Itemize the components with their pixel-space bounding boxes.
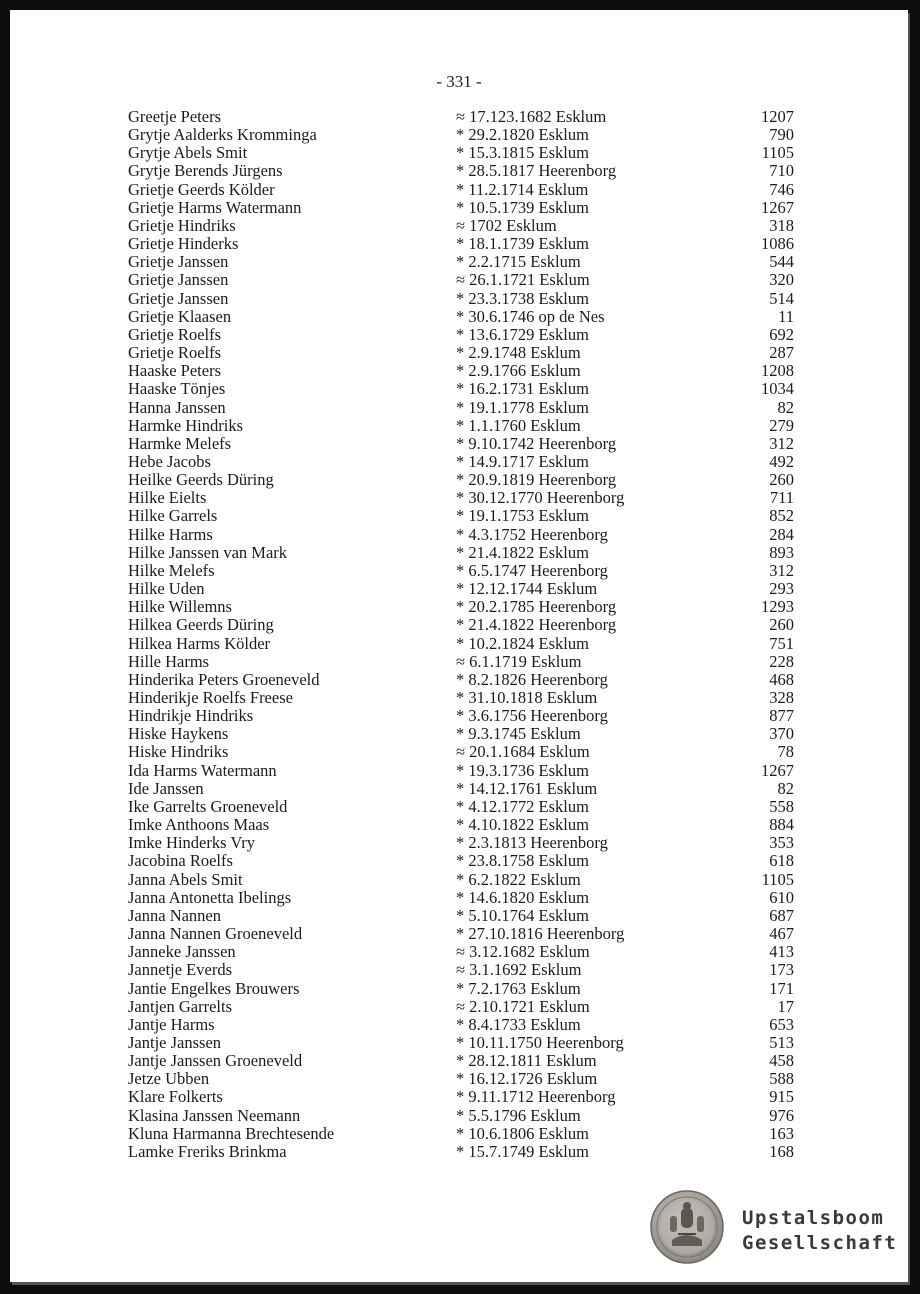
entry-date: * 12.12.1744 Esklum: [456, 579, 598, 599]
entry-date: * 9.3.1745 Esklum: [456, 724, 581, 744]
list-item: [128, 762, 796, 780]
list-item: [128, 816, 796, 834]
entry-list: [128, 108, 796, 1161]
entry-name: Grytje Aalderks Kromminga: [128, 125, 317, 145]
entry-ref: 284: [769, 524, 794, 544]
entry-name: Jantje Janssen: [128, 1032, 222, 1052]
society-name-line2: Gesellschaft: [742, 1232, 898, 1254]
list-item: [128, 144, 796, 162]
entry-date: * 10.2.1824 Esklum: [456, 633, 589, 653]
entry-ref: 653: [769, 1014, 794, 1034]
entry-ref: 544: [769, 252, 794, 272]
list-item: [128, 1088, 796, 1106]
list-item: [128, 453, 796, 471]
entry-name: Hindrikje Hindriks: [128, 706, 254, 726]
entry-name: Ide Janssen: [128, 778, 204, 798]
entry-date: * 10.11.1750 Heerenborg: [456, 1032, 624, 1052]
entry-date: * 2.9.1748 Esklum: [456, 343, 581, 363]
entry-date: * 14.12.1761 Esklum: [456, 778, 598, 798]
entry-ref: 588: [769, 1069, 794, 1089]
list-item: [128, 271, 796, 289]
list-item: [128, 798, 796, 816]
entry-name: Hilke Uden: [128, 579, 205, 599]
entry-ref: 513: [769, 1032, 794, 1052]
entry-date: ≈ 6.1.1719 Esklum: [456, 651, 582, 671]
entry-ref: 82: [777, 778, 794, 798]
entry-date: * 27.10.1816 Heerenborg: [456, 924, 625, 944]
entry-name: Hebe Jacobs: [128, 451, 211, 471]
entry-date: * 14.6.1820 Esklum: [456, 887, 589, 907]
list-item: [128, 380, 796, 398]
entry-ref: 746: [769, 179, 794, 199]
entry-name: Harmke Hindriks: [128, 415, 244, 435]
entry-date: * 30.6.1746 op de Nes: [456, 306, 605, 326]
entry-ref: 1267: [761, 197, 794, 217]
list-item: [128, 780, 796, 798]
entry-ref: 790: [769, 125, 794, 145]
list-item: [128, 980, 796, 998]
entry-name: Hilkea Harms Kölder: [128, 633, 271, 653]
entry-date: * 6.2.1822 Esklum: [456, 869, 581, 889]
entry-date: * 20.2.1785 Heerenborg: [456, 597, 617, 617]
entry-ref: 312: [769, 433, 794, 453]
entry-date: * 23.3.1738 Esklum: [456, 288, 589, 308]
entry-name: Grietje Janssen: [128, 288, 229, 308]
entry-ref: 893: [769, 542, 794, 562]
list-item: [128, 1107, 796, 1125]
entry-name: Grietje Janssen: [128, 252, 229, 272]
entry-ref: 260: [769, 615, 794, 635]
entry-ref: 312: [769, 560, 794, 580]
entry-name: Imke Anthoons Maas: [128, 815, 270, 835]
entry-date: * 4.10.1822 Esklum: [456, 815, 589, 835]
list-item: [128, 417, 796, 435]
entry-name: Grietje Hinderks: [128, 234, 239, 254]
entry-name: Jacobina Roelfs: [128, 851, 233, 871]
list-item: [128, 725, 796, 743]
list-item: [128, 1016, 796, 1034]
entry-date: ≈ 17.123.1682 Esklum: [456, 107, 607, 126]
entry-date: * 15.3.1815 Esklum: [456, 143, 589, 163]
entry-date: * 3.6.1756 Heerenborg: [456, 706, 608, 726]
entry-ref: 1207: [761, 107, 794, 126]
entry-ref: 492: [769, 451, 794, 471]
entry-date: ≈ 3.12.1682 Esklum: [456, 942, 590, 962]
list-item: [128, 998, 796, 1016]
entry-name: Haaske Tönjes: [128, 379, 226, 399]
entry-ref: 17: [777, 996, 794, 1016]
entry-date: * 8.2.1826 Heerenborg: [456, 669, 608, 689]
entry-name: Grietje Roelfs: [128, 343, 222, 363]
entry-name: Jetze Ubben: [128, 1069, 210, 1089]
entry-ref: 279: [769, 415, 794, 435]
list-item: [128, 290, 796, 308]
entry-ref: 1267: [761, 760, 794, 780]
entry-ref: 173: [769, 960, 794, 980]
entry-name: Janna Nannen Groeneveld: [128, 924, 303, 944]
entry-ref: 618: [769, 851, 794, 871]
entry-date: * 5.5.1796 Esklum: [456, 1105, 581, 1125]
entry-date: ≈ 20.1.1684 Esklum: [456, 742, 590, 762]
list-item: [128, 362, 796, 380]
entry-date: * 29.2.1820 Esklum: [456, 125, 589, 145]
entry-date: * 10.6.1806 Esklum: [456, 1123, 589, 1143]
entry-ref: 976: [769, 1105, 794, 1125]
list-item: [128, 308, 796, 326]
entry-ref: 171: [769, 978, 794, 998]
entry-ref: 168: [769, 1141, 794, 1161]
entry-name: Hiske Hindriks: [128, 742, 229, 762]
list-item: [128, 889, 796, 907]
entry-ref: 413: [769, 942, 794, 962]
entry-ref: 710: [769, 161, 794, 181]
entry-date: * 2.3.1813 Heerenborg: [456, 833, 608, 853]
list-item: [128, 1052, 796, 1070]
entry-name: Janna Nannen: [128, 905, 222, 925]
entry-name: Lamke Freriks Brinkma: [128, 1141, 287, 1161]
entry-name: Heilke Geerds Düring: [128, 470, 274, 490]
entry-ref: 1086: [761, 234, 794, 254]
list-item: [128, 907, 796, 925]
list-item: [128, 616, 796, 634]
list-item: [128, 471, 796, 489]
entry-date: * 15.7.1749 Esklum: [456, 1141, 589, 1161]
entry-ref: 318: [769, 215, 794, 235]
entry-ref: 260: [769, 470, 794, 490]
entry-name: Hilke Melefs: [128, 560, 215, 580]
entry-date: * 21.4.1822 Heerenborg: [456, 615, 617, 635]
entry-name: Imke Hinderks Vry: [128, 833, 256, 853]
list-item: [128, 326, 796, 344]
entry-ref: 467: [769, 924, 794, 944]
entry-date: * 9.11.1712 Heerenborg: [456, 1087, 616, 1107]
entry-name: Hinderikje Roelfs Freese: [128, 688, 293, 707]
entry-ref: 1293: [761, 597, 794, 617]
list-item: [128, 743, 796, 761]
entry-date: * 2.2.1715 Esklum: [456, 252, 581, 272]
entry-name: Hilke Harms: [128, 524, 213, 544]
entry-date: ≈ 3.1.1692 Esklum: [456, 960, 582, 980]
list-item: [128, 834, 796, 852]
entry-name: Kluna Harmanna Brechtesende: [128, 1123, 335, 1143]
page-number: - 331 -: [436, 72, 482, 91]
entry-date: * 28.12.1811 Esklum: [456, 1051, 597, 1071]
list-item: [128, 635, 796, 653]
entry-ref: 915: [769, 1087, 794, 1107]
entry-name: Jantje Harms: [128, 1014, 215, 1034]
entry-date: * 11.2.1714 Esklum: [456, 179, 589, 199]
list-item: [128, 435, 796, 453]
entry-date: * 4.12.1772 Esklum: [456, 796, 589, 816]
entry-name: Jannetje Everds: [128, 960, 233, 980]
entry-date: * 30.12.1770 Heerenborg: [456, 488, 625, 508]
entry-name: Klasina Janssen Neemann: [128, 1105, 301, 1125]
entry-ref: 852: [769, 506, 794, 526]
entry-ref: 293: [769, 579, 794, 599]
entry-ref: 320: [769, 270, 794, 290]
society-name-line1: Upstalsboom: [742, 1207, 885, 1229]
list-item: [128, 943, 796, 961]
entry-ref: 78: [777, 742, 794, 762]
entry-ref: 692: [769, 324, 794, 344]
entry-ref: 370: [769, 724, 794, 744]
entry-date: * 21.4.1822 Esklum: [456, 542, 589, 562]
list-item: [128, 580, 796, 598]
list-item: [128, 871, 796, 889]
list-item: [128, 961, 796, 979]
entry-name: Grietje Hindriks: [128, 215, 236, 235]
entry-ref: 877: [769, 706, 794, 726]
entry-name: Harmke Melefs: [128, 433, 232, 453]
list-item: [128, 217, 796, 235]
list-item: [128, 544, 796, 562]
list-item: [128, 253, 796, 271]
list-item: [128, 562, 796, 580]
list-item: [128, 489, 796, 507]
document-page: [10, 10, 908, 1282]
list-item: [128, 399, 796, 417]
entry-date: * 23.8.1758 Esklum: [456, 851, 589, 871]
list-item: [128, 181, 796, 199]
entry-ref: 558: [769, 796, 794, 816]
entry-name: Jantie Engelkes Brouwers: [128, 978, 300, 998]
entry-ref: 328: [769, 688, 794, 707]
entry-name: Grietje Harms Watermann: [128, 197, 302, 217]
entry-name: Grietje Roelfs: [128, 324, 222, 344]
entry-name: Hilke Janssen van Mark: [128, 542, 288, 562]
entry-ref: 1034: [761, 379, 794, 399]
list-item: [128, 1143, 796, 1161]
list-item: [128, 235, 796, 253]
list-item: [128, 925, 796, 943]
list-item: [128, 507, 796, 525]
entry-ref: 163: [769, 1123, 794, 1143]
entry-name: Hanna Janssen: [128, 397, 226, 417]
entry-ref: 1105: [761, 869, 794, 889]
list-item: [128, 344, 796, 362]
entry-date: * 4.3.1752 Heerenborg: [456, 524, 608, 544]
entry-ref: 514: [769, 288, 794, 308]
entry-name: Jantjen Garrelts: [128, 996, 233, 1016]
entry-name: Grietje Janssen: [128, 270, 229, 290]
entry-date: ≈ 1702 Esklum: [456, 215, 557, 235]
entry-date: * 16.12.1726 Esklum: [456, 1069, 598, 1089]
entry-ref: 1105: [761, 143, 794, 163]
entry-ref: 687: [769, 905, 794, 925]
entry-name: Haaske Peters: [128, 361, 222, 381]
entry-ref: 610: [769, 887, 794, 907]
entry-date: * 19.1.1778 Esklum: [456, 397, 589, 417]
entry-ref: 353: [769, 833, 794, 853]
entry-ref: 228: [769, 651, 794, 671]
entry-date: ≈ 2.10.1721 Esklum: [456, 996, 590, 1016]
list-item: [128, 852, 796, 870]
entry-name: Ida Harms Watermann: [128, 760, 277, 780]
entry-date: * 16.2.1731 Esklum: [456, 379, 589, 399]
entry-date: * 10.5.1739 Esklum: [456, 197, 589, 217]
entry-ref: 458: [769, 1051, 794, 1071]
entry-name: Klare Folkerts: [128, 1087, 223, 1107]
entry-date: * 5.10.1764 Esklum: [456, 905, 589, 925]
entry-ref: 884: [769, 815, 794, 835]
list-item: [128, 526, 796, 544]
entry-date: * 7.2.1763 Esklum: [456, 978, 581, 998]
entry-date: * 31.10.1818 Esklum: [456, 688, 598, 707]
entry-name: Greetje Peters: [128, 107, 221, 126]
entry-date: * 8.4.1733 Esklum: [456, 1014, 581, 1034]
entry-ref: 751: [769, 633, 794, 653]
entry-ref: 287: [769, 343, 794, 363]
entry-name: Jantje Janssen Groeneveld: [128, 1051, 303, 1071]
list-item: [128, 199, 796, 217]
entry-date: * 28.5.1817 Heerenborg: [456, 161, 617, 181]
entry-date: * 20.9.1819 Heerenborg: [456, 470, 617, 490]
entry-date: * 19.1.1753 Esklum: [456, 506, 589, 526]
list-item: [128, 653, 796, 671]
entry-name: Hinderika Peters Groeneveld: [128, 669, 320, 689]
entry-date: * 1.1.1760 Esklum: [456, 415, 581, 435]
entry-ref: 711: [769, 488, 794, 508]
entry-date: * 19.3.1736 Esklum: [456, 760, 589, 780]
entry-date: * 9.10.1742 Heerenborg: [456, 433, 617, 453]
entry-name: Hilke Willemns: [128, 597, 232, 617]
list-item: [128, 126, 796, 144]
entry-name: Hilke Eielts: [128, 488, 207, 508]
entry-name: Grytje Abels Smit: [128, 143, 248, 163]
list-item: [128, 689, 796, 707]
entry-ref: 82: [777, 397, 794, 417]
entry-name: Hille Harms: [128, 651, 210, 671]
entry-name: Ike Garrelts Groeneveld: [128, 796, 288, 816]
entry-name: Janna Antonetta Ibelings: [128, 887, 292, 907]
entry-name: Janna Abels Smit: [128, 869, 243, 889]
list-item: [128, 707, 796, 725]
list-item: [128, 1070, 796, 1088]
entry-date: * 14.9.1717 Esklum: [456, 451, 589, 471]
entry-date: ≈ 26.1.1721 Esklum: [456, 270, 590, 290]
list-item: [128, 1034, 796, 1052]
list-item: [128, 162, 796, 180]
entry-date: * 18.1.1739 Esklum: [456, 234, 589, 254]
entry-name: Hilke Garrels: [128, 506, 218, 526]
entry-ref: 1208: [761, 361, 794, 381]
entry-name: Grytje Berends Jürgens: [128, 161, 283, 181]
entry-name: Hilkea Geerds Düring: [128, 615, 274, 635]
seal-icon: [650, 1190, 724, 1264]
list-item: [128, 1125, 796, 1143]
entry-date: * 6.5.1747 Heerenborg: [456, 560, 608, 580]
society-name: [742, 1206, 897, 1256]
entry-name: Grietje Geerds Kölder: [128, 179, 275, 199]
entry-name: Janneke Janssen: [128, 942, 236, 962]
list-item: [128, 671, 796, 689]
entry-date: * 2.9.1766 Esklum: [456, 361, 581, 381]
entry-name: Grietje Klaasen: [128, 306, 232, 326]
entry-ref: 468: [769, 669, 794, 689]
entry-date: * 13.6.1729 Esklum: [456, 324, 589, 344]
entry-ref: 11: [778, 306, 794, 326]
entry-name: Hiske Haykens: [128, 724, 229, 744]
list-item: [128, 108, 796, 126]
list-item: [128, 598, 796, 616]
